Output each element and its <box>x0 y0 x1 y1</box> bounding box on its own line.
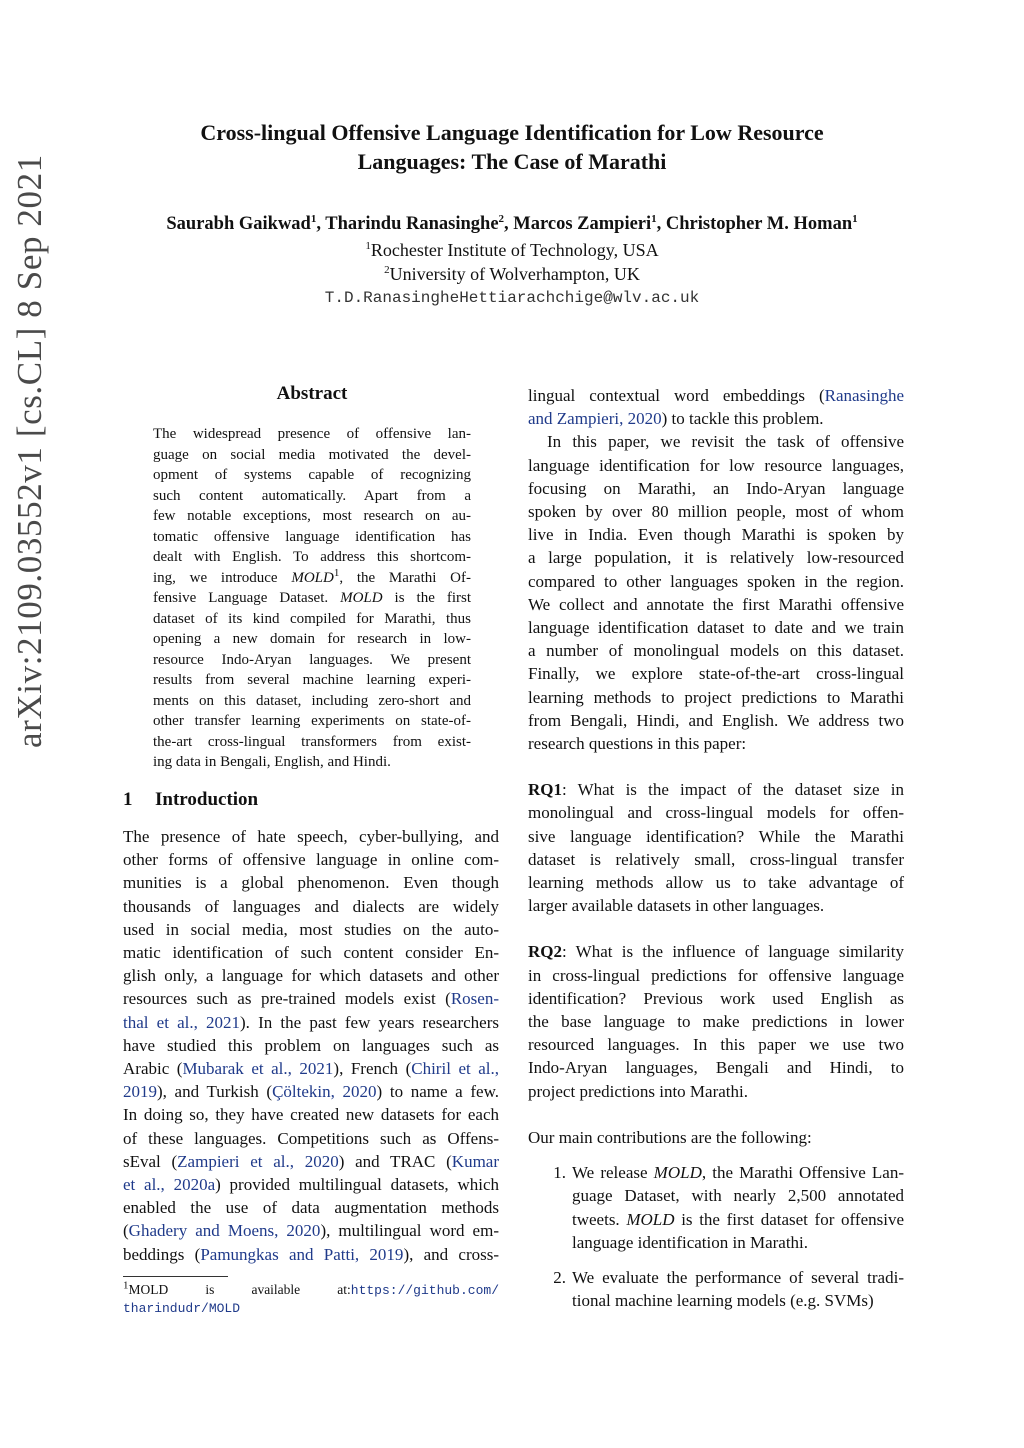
paper-title <box>110 118 914 176</box>
body-line: resourced languages. In this paper we use two <box>528 1035 904 1055</box>
dataset-name: MOLD <box>291 569 334 586</box>
body-line: dataset is relatively small, cross-lingual transfer <box>528 849 904 869</box>
citation-link[interactable]: Rosen- <box>450 989 499 1009</box>
affiliation-name: University of Wolverhampton, UK <box>389 264 640 284</box>
title-line-1: Cross-lingual Offensive Language Identification for Low Resource <box>200 120 824 145</box>
abstract-line: ing, we introduce MOLD$^1$, the Marathi Of- <box>153 566 471 586</box>
body-line: RQ1: What is the impact of the dataset size in <box>528 780 904 800</box>
body-line: monolingual and cross-lingual models for offen- <box>528 803 904 823</box>
body-line: Indo-Aryan languages, Bengali and Hindi, to <box>528 1058 904 1078</box>
citation-link[interactable]: and Zampieri, 2020 <box>528 409 662 429</box>
citation-link[interactable]: Chiril et al., <box>411 1059 499 1079</box>
footnote-marker[interactable]: 1 <box>333 566 340 579</box>
rq-label: RQ1 <box>528 780 562 800</box>
spacer <box>528 755 904 778</box>
body-line: Finally, we explore state-of-the-art cross-lingual <box>528 664 904 684</box>
citation-link[interactable]: 2019 <box>123 1082 157 1102</box>
item-text: We release MOLD, the Marathi Offensive Lan- guage Dataset, with nearly 2,500 annotated tweets. MOLD is the first dataset for offensive language identification in Marathi. <box>572 1163 904 1252</box>
body-line: In doing so, they have created new datasets for each <box>123 1105 499 1125</box>
abstract-line: The widespread presence of offensive lan- <box>153 426 471 442</box>
body-line: resources such as pre-trained models exist (Rosen- <box>123 989 499 1009</box>
dataset-name: MOLD <box>626 1209 675 1229</box>
arxiv-identifier: arXiv:2109.03552v1 [cs.CL] 8 Sep 2021 <box>10 154 49 748</box>
body-line: spoken by over 80 million people, most of whom <box>528 502 904 522</box>
citation-link[interactable]: Zampieri et al., 2020 <box>177 1151 339 1171</box>
author-name: Christopher M. Homan <box>665 214 853 234</box>
affiliation-mark: 1 <box>365 240 371 252</box>
contribution-item <box>528 1266 904 1312</box>
citation-link[interactable]: Çöltekin, 2020 <box>272 1082 377 1102</box>
abstract-line: tomatic offensive language identification has <box>153 528 471 545</box>
body-line: et al., 2020a) provided multilingual datasets, which <box>123 1175 499 1195</box>
abstract-line: opening a new domain for research in low- <box>153 631 471 647</box>
citation-link[interactable]: Pamungkas and Patti, 2019 <box>200 1244 404 1264</box>
citation-link[interactable]: Kumar <box>451 1151 500 1171</box>
body-line: compared to other languages spoken in the region. <box>528 571 904 591</box>
section-number: 1 <box>123 789 133 810</box>
body-line: other forms of offensive language in online com- <box>123 850 499 870</box>
citation-link[interactable]: et al., 2020a <box>123 1175 216 1195</box>
research-question-2 <box>528 940 904 1102</box>
contributions-intro: Our main contributions are the following: <box>528 1127 812 1147</box>
abstract-line: the-art cross-lingual transformers from exist- <box>153 733 471 750</box>
abstract-line: resource Indo-Aryan languages. We present <box>153 651 471 668</box>
body-line: 2019), and Turkish (Çöltekin, 2020) to name a few. <box>123 1082 500 1102</box>
body-line: (Ghadery and Moens, 2020), multilingual word em- <box>123 1221 499 1241</box>
body-line: have studied this problem on languages such as <box>123 1035 499 1055</box>
body-line: the base language to make predictions in lower <box>528 1012 904 1032</box>
affiliation-name: Rochester Institute of Technology, USA <box>370 240 659 260</box>
body-line: The presence of hate speech, cyber-bullying, and <box>123 827 499 846</box>
author-list: Saurabh Gaikwad$^1$, Tharindu Ranasinghe$^2$, Marcos Zampieri$^1$, Christopher M. Homan$^1$ <box>166 212 858 234</box>
body-line: We collect and annotate the first Marathi offensive <box>528 594 904 614</box>
abstract-line: such content automatically. Apart from a <box>153 487 471 504</box>
spacer <box>528 1103 904 1126</box>
abstract-line: results from several machine learning experi- <box>153 672 471 688</box>
body-line: language identification dataset to date and we train <box>528 618 904 638</box>
abstract-line: fensive Language Dataset. MOLD is the first <box>153 590 471 606</box>
contact-email[interactable]: T.D.RanasingheHettiarachchige@wlv.ac.uk <box>324 289 700 307</box>
item-number: 2. <box>553 1267 566 1287</box>
citation-link[interactable]: Mubarak et al., 2021 <box>182 1059 334 1079</box>
section-heading-introduction <box>123 789 258 811</box>
body-line: identification? Previous work used English as <box>528 988 904 1008</box>
footnote-url-link[interactable]: https://github.com/ <box>350 1283 499 1298</box>
body-line: language identification for low resource languages, <box>528 455 904 475</box>
body-line: matic identification of such content consider En- <box>123 943 499 963</box>
item-text: We evaluate the performance of several tradi- tional machine learning models (e.g. SVMs) <box>572 1267 904 1311</box>
paragraph <box>528 430 904 755</box>
body-line: RQ2: What is the influence of language similarity <box>528 942 904 962</box>
citation-link[interactable]: Ranasinghe <box>824 386 904 405</box>
section-title: Introduction <box>155 789 259 810</box>
author-name: Saurabh Gaikwad <box>166 214 311 234</box>
abstract-heading: Abstract <box>276 383 348 404</box>
body-line: learning methods allow us to take advantage of <box>528 873 904 893</box>
author-affil-mark: 1 <box>852 212 858 225</box>
introduction-text <box>123 825 499 1266</box>
body-line: and Zampieri, 2020) to tackle this problem. <box>528 409 824 429</box>
footnote <box>123 1281 499 1318</box>
author-affil-mark: 1 <box>651 212 657 225</box>
body-line: project predictions into Marathi. <box>528 1081 748 1101</box>
footnote-number: 1 <box>123 1279 129 1292</box>
body-line: of these languages. Competitions such as Offens- <box>123 1128 499 1148</box>
abstract-line: few notable exceptions, most research on au- <box>153 508 471 524</box>
body-line: a large population, it is relatively low-resourced <box>528 548 904 568</box>
body-line: glish only, a language for which datasets and other <box>123 966 499 986</box>
dataset-name: MOLD <box>653 1163 702 1183</box>
body-line: thal et al., 2021). In the past few years researchers <box>123 1012 499 1032</box>
abstract-line: dataset of its kind compiled for Marathi, thus <box>153 610 471 627</box>
body-line: in cross-lingual predictions for offensive language <box>528 965 904 985</box>
body-line: sive language identification? While the Marathi <box>528 826 904 846</box>
rq-label: RQ2 <box>528 942 562 962</box>
body-line: sEval (Zampieri et al., 2020) and TRAC (Kumar <box>123 1151 500 1171</box>
footnote-divider <box>123 1276 228 1277</box>
abstract-line: ing data in Bengali, English, and Hindi. <box>153 754 391 770</box>
affiliation-mark: 2 <box>384 264 390 276</box>
body-line: learning methods to project predictions to Marathi <box>528 687 904 707</box>
contribution-item <box>528 1161 904 1254</box>
affiliation <box>112 264 912 285</box>
body-line: munities is a global phenomenon. Even though <box>123 873 499 893</box>
body-line: from Bengali, Hindi, and English. We address two <box>528 710 904 730</box>
footnote-text: MOLD is available at: <box>128 1282 351 1297</box>
body-line: beddings (Pamungkas and Patti, 2019), and cross- <box>123 1244 500 1264</box>
body-line: research questions in this paper: <box>528 734 747 754</box>
affiliation <box>112 240 912 261</box>
dataset-name: MOLD <box>340 590 383 606</box>
body-line: enabled the use of data augmentation methods <box>123 1198 499 1218</box>
body-line: thousands of languages and dialects are widely <box>123 896 499 916</box>
abstract-line: dealt with English. To address this shortcom- <box>153 549 471 565</box>
citation-link[interactable]: Ghadery and Moens, 2020 <box>128 1221 321 1241</box>
body-line: Arabic (Mubarak et al., 2021), French (Chiril et al., <box>123 1059 499 1079</box>
abstract-line: opment of systems capable of recognizing <box>153 467 471 483</box>
title-line-2: Languages: The Case of Marathi <box>357 149 667 174</box>
author-name: Marcos Zampieri <box>513 214 652 234</box>
body-line: live in India. Even though Marathi is spoken by <box>528 525 904 545</box>
body-line: a number of monolingual models on this dataset. <box>528 641 904 661</box>
research-question-1 <box>528 778 904 917</box>
footnote-url-link[interactable]: tharindudr/MOLD <box>123 1301 241 1316</box>
author-affil-mark: 2 <box>498 212 505 225</box>
right-column-text <box>528 384 904 1312</box>
item-number: 1. <box>553 1163 566 1183</box>
body-line: focusing on Marathi, an Indo-Aryan language <box>528 478 904 498</box>
abstract-line: other transfer learning experiments on state-of- <box>153 713 471 729</box>
body-line: larger available datasets in other languages. <box>528 896 825 916</box>
spacer <box>528 917 904 940</box>
body-line: In this paper, we revisit the task of offensive <box>547 432 904 452</box>
abstract-line: ments on this dataset, including zero-short and <box>153 692 471 709</box>
abstract-text <box>153 424 471 773</box>
citation-link[interactable]: thal et al., 2021 <box>123 1012 241 1032</box>
author-affil-mark: 1 <box>310 212 317 225</box>
body-line: lingual contextual word embeddings (Ranasinghe <box>528 386 904 405</box>
abstract-line: guage on social media motivated the devel- <box>153 446 471 463</box>
author-name: Tharindu Ranasinghe <box>325 214 499 234</box>
body-line: used in social media, most studies on the auto- <box>123 919 499 939</box>
